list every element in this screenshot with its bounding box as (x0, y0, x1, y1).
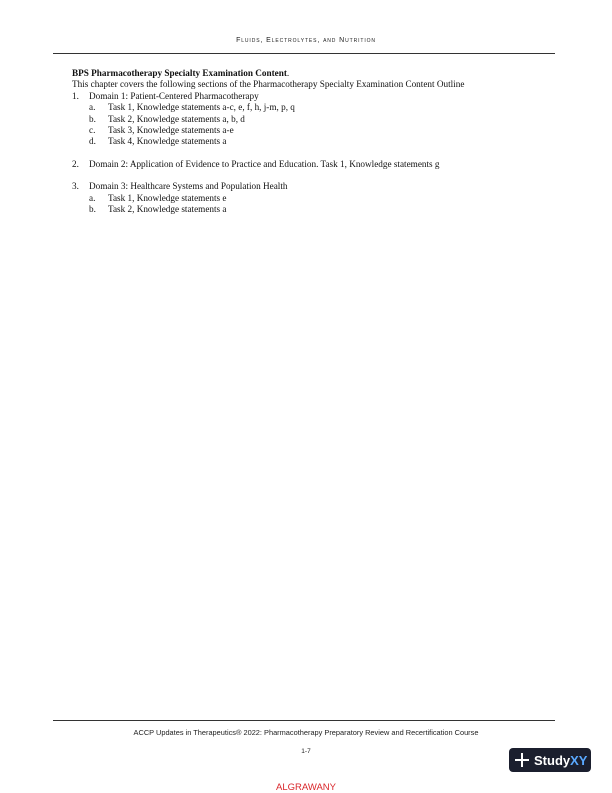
domain-1 (72, 91, 542, 148)
running-header: Fluids, Electrolytes, and Nutrition (236, 37, 376, 44)
task-text: Task 2, Knowledge statements a (108, 204, 227, 215)
task-letter: c. (89, 125, 96, 136)
brand-name (534, 753, 587, 768)
domain-item (72, 181, 542, 192)
task-item (72, 114, 542, 125)
task-text: Task 3, Knowledge statements a-e (108, 125, 234, 136)
watermark: ALGRAWANY (275, 782, 336, 793)
domain-3 (72, 181, 542, 215)
header-rule (53, 53, 555, 54)
domain-text: Domain 1: Patient-Centered Pharmacotherapy (89, 90, 259, 101)
task-item (72, 136, 542, 147)
page-number: 1-7 (301, 748, 311, 755)
task-item (72, 193, 542, 204)
brand-accent: XY (570, 752, 588, 768)
exam-content-section (72, 68, 542, 215)
domain-item (72, 159, 542, 170)
task-letter: b. (89, 204, 96, 215)
section-heading-line (72, 68, 542, 79)
task-text: Task 1, Knowledge statements e (108, 192, 227, 203)
task-item (72, 125, 542, 136)
domain-text: Domain 2: Application of Evidence to Practice and Education. Task 1, Knowledge statements g (89, 158, 440, 169)
domain-text: Domain 3: Healthcare Systems and Population Health (89, 181, 288, 192)
domain-number: 2. (72, 158, 79, 169)
task-letter: a. (89, 102, 96, 113)
task-text: Task 2, Knowledge statements a, b, d (108, 113, 245, 124)
task-item (72, 102, 542, 113)
task-item (72, 204, 542, 215)
domain-2 (72, 159, 542, 170)
task-text: Task 1, Knowledge statements a-c, e, f, h, j-m, p, q (108, 102, 295, 113)
brand-main: Study (534, 752, 571, 768)
intro-text: This chapter covers the following sections of the Pharmacotherapy Specialty Examination Content Outline (72, 79, 465, 90)
footer-text: ACCP Updates in Therapeutics® 2022: Pharmacotherapy Preparatory Review and Recertification Course (133, 728, 479, 737)
section-heading: BPS Pharmacotherapy Specialty Examination Content (72, 68, 287, 78)
studyxy-badge[interactable] (509, 748, 591, 772)
domain-number: 1. (72, 90, 79, 101)
heading-period: . (286, 68, 290, 78)
task-letter: b. (89, 113, 96, 124)
footer-rule (53, 720, 555, 721)
domain-number: 3. (72, 181, 79, 192)
domain-item (72, 91, 542, 102)
plus-icon (515, 753, 529, 767)
spacer (72, 148, 542, 159)
task-letter: a. (89, 192, 96, 203)
task-text: Task 4, Knowledge statements a (108, 136, 227, 147)
spacer (72, 170, 542, 181)
task-letter: d. (89, 136, 96, 147)
